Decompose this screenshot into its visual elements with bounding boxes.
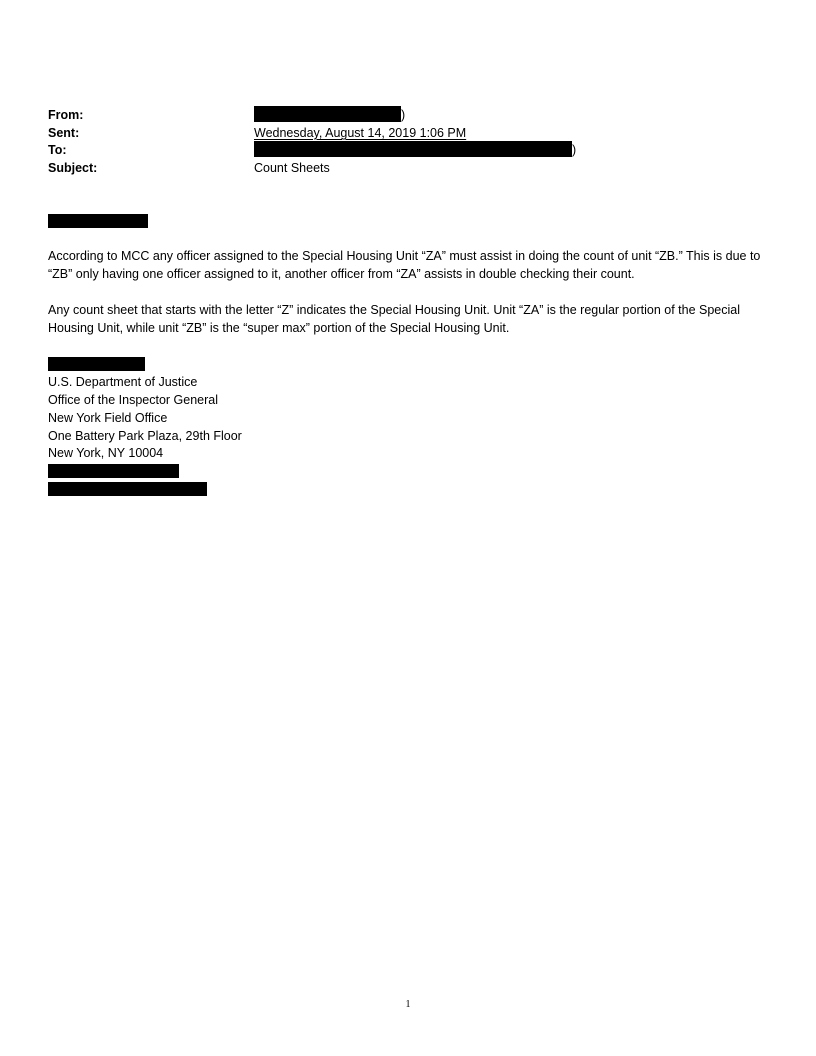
signature-line-field-office: New York Field Office (48, 411, 168, 425)
body-paragraph-1: According to MCC any officer assigned to the Special Housing Unit “ZA” must assist in doing the count of unit “ZB.” This is due to “ZB” only having one officer assigned to it, another officer from “ZA” assists in double checking their count. (48, 249, 761, 281)
sent-value: Wednesday, August 14, 2019 1:06 PM (254, 126, 467, 140)
salutation-redaction (48, 214, 148, 228)
signature-line-city: New York, NY 10004 (48, 446, 164, 460)
to-value (254, 141, 576, 159)
from-label: From: (48, 108, 84, 122)
subject-label: Subject: (48, 161, 98, 175)
redaction-bar (254, 141, 572, 157)
signature-line-department: U.S. Department of Justice (48, 375, 198, 389)
signature-line-office: Office of the Inspector General (48, 393, 219, 407)
body-paragraph-2: Any count sheet that starts with the letter “Z” indicates the Special Housing Unit. Unit “ZA” is the regular portion of the Special Housing Unit, while unit “ZB” is the “super max” portion of the Special Housing Unit. (48, 303, 740, 335)
sent-label: Sent: (48, 126, 80, 140)
page-number: 1 (405, 999, 411, 1010)
subject-value: Count Sheets (254, 161, 330, 175)
signature-name-redaction (48, 357, 145, 371)
from-row (48, 106, 768, 123)
to-label: To: (48, 143, 67, 157)
redaction-bar (254, 106, 401, 122)
signature-line-street: One Battery Park Plaza, 29th Floor (48, 429, 242, 443)
to-row (48, 141, 768, 158)
from-value (254, 106, 405, 124)
from-suffix: ) (401, 108, 406, 122)
to-suffix: ) (572, 143, 577, 157)
signature-phone-redaction (48, 464, 179, 478)
signature-email-redaction (48, 482, 207, 496)
subject-row (48, 159, 768, 176)
sent-row (48, 124, 768, 141)
